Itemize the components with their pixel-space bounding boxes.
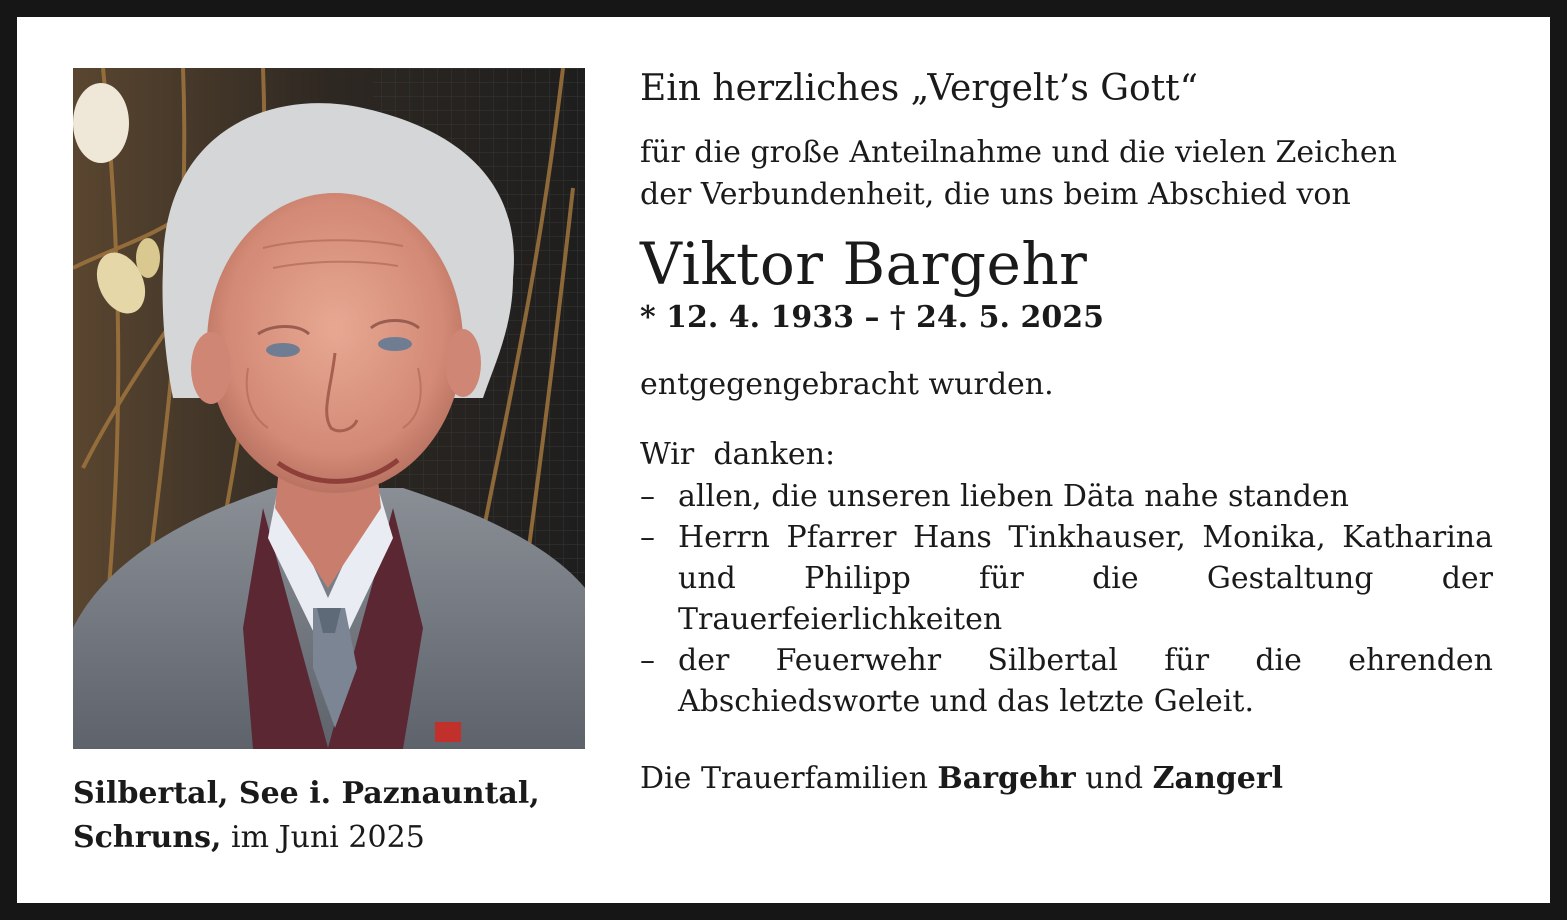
- thanks-item: [640, 517, 1493, 640]
- thanks-list: [640, 476, 1493, 722]
- thanks-item-text: der Feuerwehr Silbertal für die ehrenden Abschiedsworte und das letzte Geleit.: [678, 643, 1493, 719]
- intro-line: der Verbundenheit, die uns beim Abschied von: [640, 177, 1351, 212]
- thanks-item: [640, 640, 1493, 722]
- place-date-caption: [73, 772, 540, 860]
- family-name-1: Bargehr: [937, 761, 1076, 796]
- signature-prefix: Die Trauerfamilien: [640, 761, 938, 796]
- thanks-item: [640, 476, 1493, 517]
- thanks-item-text: Herrn Pfarrer Hans Tinkhauser, Monika, Katharina und Philipp für die Gestaltung der Trauerfeierlichkeiten: [678, 520, 1493, 637]
- notice-text: [640, 62, 1493, 800]
- signature-connector: und: [1075, 761, 1153, 796]
- life-dates: * 12. 4. 1933 – † 24. 5. 2025: [640, 300, 1104, 335]
- dash-bullet: –: [640, 479, 655, 514]
- caption-date: im Juni 2025: [221, 820, 425, 855]
- notice-heading: Ein herzliches „Vergelt’s Gott“: [640, 68, 1199, 109]
- caption-places: Silbertal, See i. Paznauntal,: [73, 776, 540, 811]
- caption-town: Schruns,: [73, 820, 222, 855]
- intro-text: [640, 132, 1493, 216]
- thanks-item-text: allen, die unseren lieben Däta nahe standen: [678, 479, 1349, 514]
- portrait-photo: [73, 68, 585, 749]
- dash-bullet: –: [640, 643, 655, 678]
- deceased-name: Viktor Bargehr: [640, 230, 1088, 298]
- signature: [640, 758, 1493, 800]
- intro-line: für die große Anteilnahme und die vielen Zeichen: [640, 135, 1397, 170]
- family-name-2: Zangerl: [1152, 761, 1284, 796]
- dash-bullet: –: [640, 520, 655, 555]
- after-text: entgegengebracht wurden.: [640, 367, 1054, 402]
- thanks-heading: Wir danken:: [640, 437, 836, 472]
